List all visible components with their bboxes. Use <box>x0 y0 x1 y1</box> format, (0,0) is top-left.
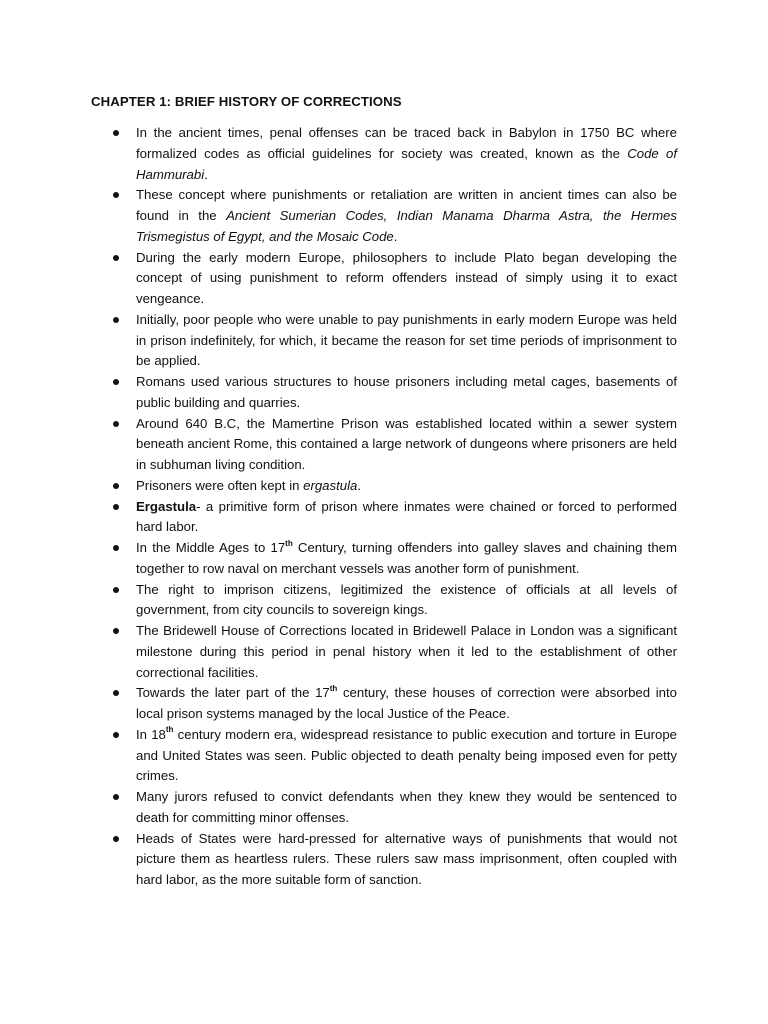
bullet-icon <box>113 192 119 198</box>
bullet-icon <box>113 504 119 510</box>
list-item: In 18th century modern era, widespread resistance to public execution and torture in Europe and United States was seen. Public objected to death penalty being imposed even for petty crimes. <box>107 725 677 787</box>
bullet-list <box>107 123 677 891</box>
bullet-icon <box>113 130 119 136</box>
bullet-icon <box>113 690 119 696</box>
list-item: The right to imprison citizens, legitimized the existence of officials at all levels of government, from city councils to sovereign kings. <box>107 580 677 622</box>
list-item: Ergastula- a primitive form of prison where inmates were chained or forced to performed hard labor. <box>107 497 677 539</box>
chapter-title: CHAPTER 1: BRIEF HISTORY OF CORRECTIONS <box>91 94 402 109</box>
bullet-icon <box>113 587 119 593</box>
bullet-icon <box>113 379 119 385</box>
list-item: In the Middle Ages to 17th Century, turning offenders into galley slaves and chaining them together to row naval on merchant vessels was another form of punishment. <box>107 538 677 580</box>
bullet-icon <box>113 421 119 427</box>
bullet-icon <box>113 483 119 489</box>
list-item: Initially, poor people who were unable to pay punishments in early modern Europe was held in prison indefinitely, for which, it became the reason for set time periods of imprisonment to be applied. <box>107 310 677 372</box>
bullet-icon <box>113 732 119 738</box>
list-item: During the early modern Europe, philosophers to include Plato began developing the concept of using punishment to reform offenders instead of simply using it to exact vengeance. <box>107 248 677 310</box>
list-item: Towards the later part of the 17th century, these houses of correction were absorbed into local prison systems managed by the local Justice of the Peace. <box>107 683 677 725</box>
bullet-icon <box>113 628 119 634</box>
list-item: The Bridewell House of Corrections located in Bridewell Palace in London was a significant milestone during this period in penal history when it led to the establishment of other correctional facilities. <box>107 621 677 683</box>
bullet-icon <box>113 794 119 800</box>
list-item: Many jurors refused to convict defendants when they knew they would be sentenced to death for committing minor offenses. <box>107 787 677 829</box>
list-item: In the ancient times, penal offenses can be traced back in Babylon in 1750 BC where formalized codes as official guidelines for society was created, known as the Code of Hammurabi. <box>107 123 677 185</box>
bullet-icon <box>113 317 119 323</box>
list-item: Romans used various structures to house prisoners including metal cages, basements of public building and quarries. <box>107 372 677 414</box>
bullet-icon <box>113 545 119 551</box>
list-item: These concept where punishments or retaliation are written in ancient times can also be found in the Ancient Sumerian Codes, Indian Manama Dharma Astra, the Hermes Trismegistus of Egypt, and the Mosaic Code. <box>107 185 677 247</box>
bullet-icon <box>113 255 119 261</box>
list-item: Around 640 B.C, the Mamertine Prison was established located within a sewer system beneath ancient Rome, this contained a large network of dungeons where prisoners are held in subhuman living condition. <box>107 414 677 476</box>
bullet-icon <box>113 836 119 842</box>
list-item: Heads of States were hard-pressed for alternative ways of punishments that would not picture them as heartless rulers. These rulers saw mass imprisonment, often coupled with hard labor, as the more suitable form of sanction. <box>107 829 677 891</box>
list-item: Prisoners were often kept in ergastula. <box>107 476 677 497</box>
